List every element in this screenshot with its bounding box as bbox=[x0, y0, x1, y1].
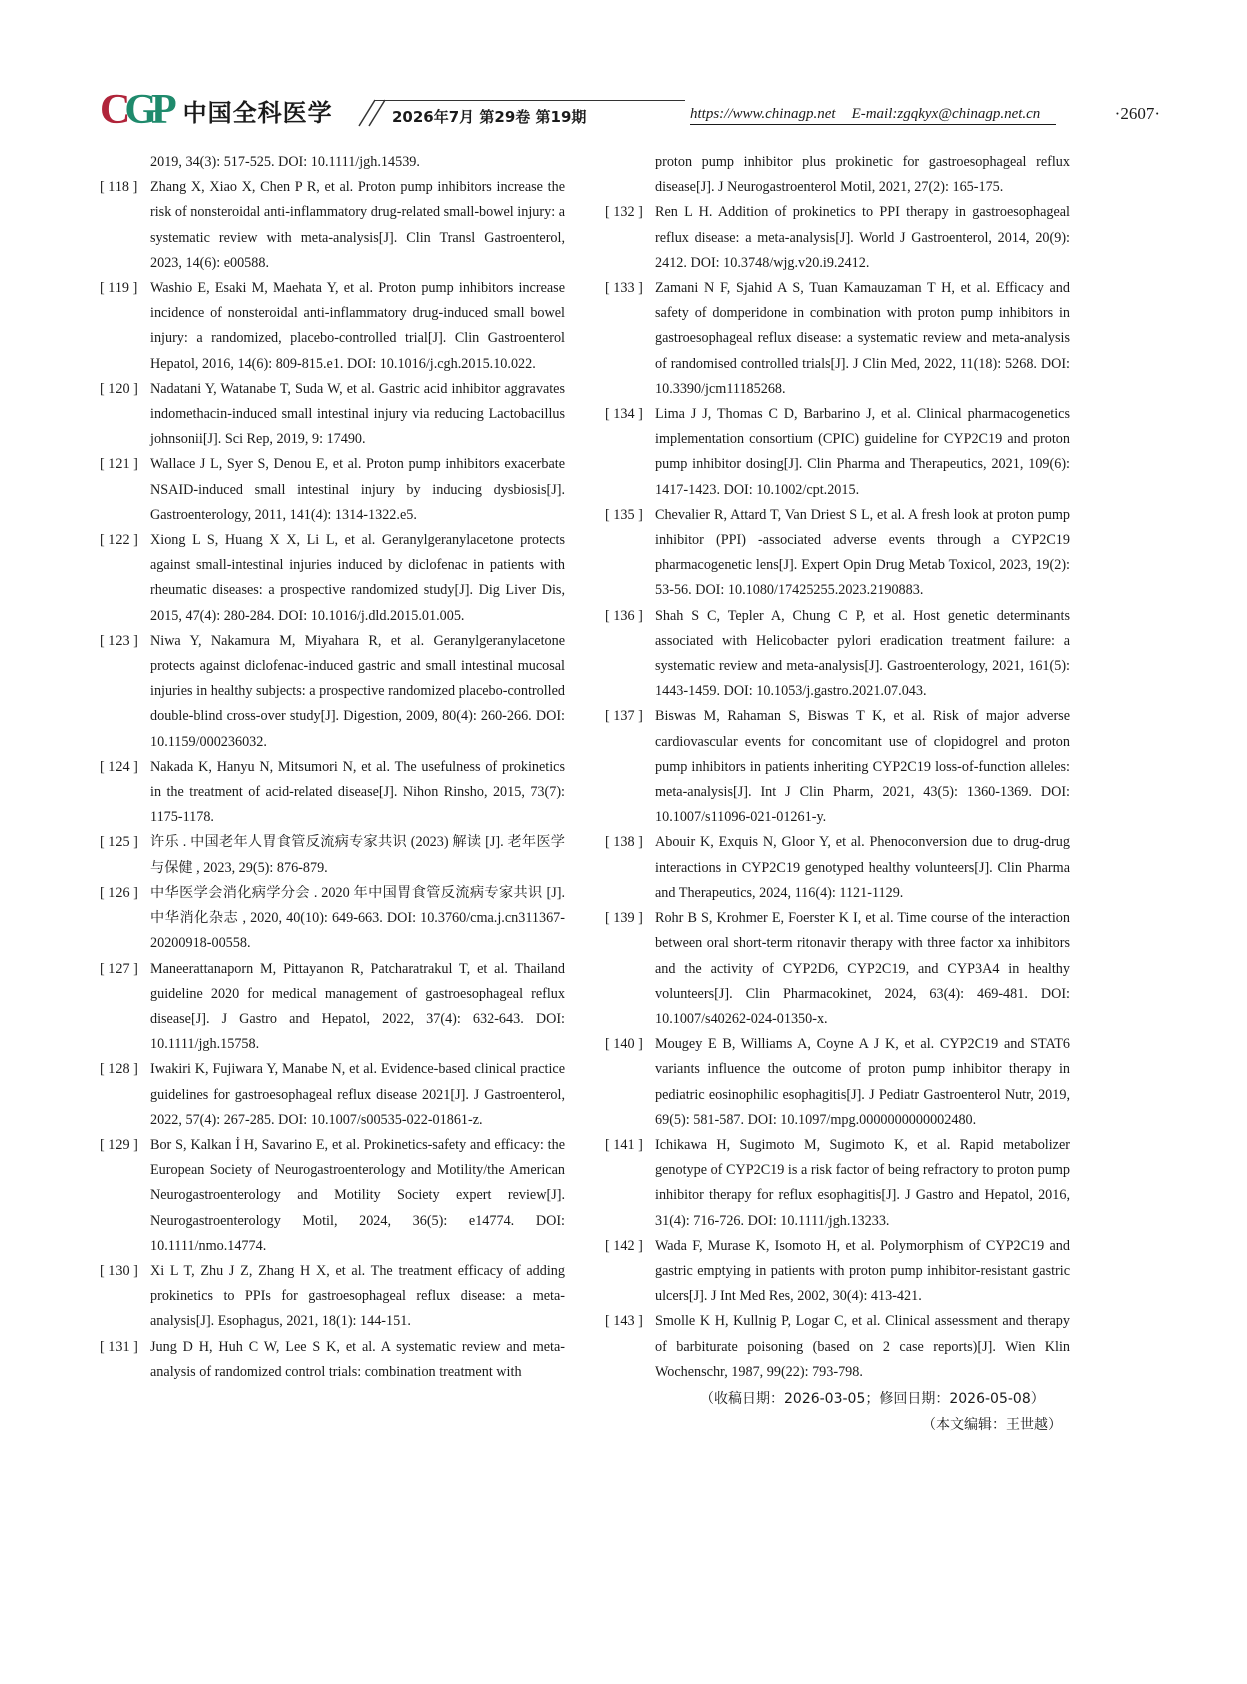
references-right-column bbox=[605, 150, 1070, 1385]
reference-text: Xiong L S, Huang X X, Li L, et al. Geranylgeranylacetone protects against small-intestinal injuries induced by diclofenac in patients with rheumatic diseases: a prospective randomized study[J]. Dig Liver Dis, 2015, 47(4): 280-284. DOI: 10.1016/j.dld.2015.01.005. bbox=[150, 532, 565, 624]
issue-info: 2026年7月 第29卷 第19期 bbox=[392, 108, 587, 126]
journal-contact bbox=[690, 106, 1056, 125]
reference-item bbox=[605, 1032, 1070, 1133]
reference-text: Niwa Y, Nakamura M, Miyahara R, et al. Geranylgeranylacetone protects against diclofenac-induced gastric and small intestinal mucosal injuries in healthy subjects: a prospective randomized placebo-controlled double-blind cross-over study[J]. Digestion, 2009, 80(4): 260-266. DOI: 10.1159/000236032. bbox=[150, 632, 565, 750]
reference-text: Maneerattanaporn M, Pittayanon R, Patcharatrakul T, et al. Thailand guideline 2020 for medical management of gastroesophageal reflux disease[J]. J Gastro and Hepatol, 2022, 37(4): 632-643. DOI: 10.1111/jgh.15758. bbox=[150, 960, 565, 1053]
reference-text: Xi L T, Zhu J Z, Zhang H X, et al. The treatment efficacy of adding prokinetics to PPIs for gastroesophageal reflux disease: a meta-analysis[J]. Esophagus, 2021, 18(1): 144-151. bbox=[150, 1262, 565, 1330]
editor-credit: （本文编辑：王世越） bbox=[922, 1417, 1062, 1433]
reference-text: Zamani N F, Sjahid A S, Tuan Kamauzaman T H, et al. Efficacy and safety of domperidone in combination with proton pump inhibitors in gastroesophageal reflux disease: a systematic review and meta-analysis of randomised controlled trials[J]. J Clin Med, 2022, 11(18): 5268. DOI: 10.3390/jcm11185268. bbox=[655, 280, 1070, 397]
reference-text: Abouir K, Exquis N, Gloor Y, et al. Phenoconversion due to drug-drug interactions in CYP2C19 genotyped healthy volunteers[J]. Clin Pharma and Therapeutics, 2024, 116(4): 1121-1129. bbox=[655, 834, 1070, 901]
reference-text: Jung D H, Huh C W, Lee S K, et al. A systematic review and meta-analysis of randomized control trials: combination treatment with bbox=[150, 1338, 565, 1380]
reference-number: [ 125 ] bbox=[100, 834, 138, 851]
journal-email-link[interactable]: E-mail:zgqkyx@chinagp.net.cn bbox=[851, 106, 1041, 122]
reference-item bbox=[605, 704, 1070, 830]
reference-text: 许乐 . 中国老年人胃食管反流病专家共识 (2023) 解读 [J]. 老年医学与保健 , 2023, 29(5): 876-879. bbox=[150, 834, 565, 876]
reference-text: Wallace J L, Syer S, Denou E, et al. Proton pump inhibitors exacerbate NSAID-induced small intestinal injury by inducing dysbiosis[J]. Gastroenterology, 2011, 141(4): 1314-1322.e5. bbox=[150, 456, 565, 523]
reference-number: [ 126 ] bbox=[100, 884, 138, 901]
reference-text: Lima J J, Thomas C D, Barbarino J, et al. Clinical pharmacogenetics implementation consortium (CPIC) guideline for CYP2C19 and proton pump inhibitor dosing[J]. Clin Pharma and Therapeutics, 2021, 109(6): 1417-1423. DOI: 10.1002/cpt.2015. bbox=[655, 406, 1070, 498]
reference-item bbox=[100, 528, 565, 629]
logo-letter-p: P bbox=[151, 87, 171, 133]
reference-number: [ 138 ] bbox=[605, 834, 643, 851]
reference-number: [ 119 ] bbox=[100, 280, 138, 297]
reference-item bbox=[605, 503, 1070, 604]
reference-text: Wada F, Murase K, Isomoto H, et al. Polymorphism of CYP2C19 and gastric emptying in patients with proton pump inhibitor-resistant gastric ulcers[J]. J Int Med Res, 2002, 30(4): 413-421. bbox=[655, 1237, 1070, 1305]
reference-number: [ 133 ] bbox=[605, 280, 643, 297]
reference-item bbox=[605, 276, 1070, 402]
reference-number: [ 137 ] bbox=[605, 708, 643, 725]
reference-number: [ 139 ] bbox=[605, 910, 643, 927]
reference-continuation: proton pump inhibitor plus prokinetic for gastroesophageal reflux disease[J]. J Neurogastroenterol Motil, 2021, 27(2): 165-175. bbox=[655, 154, 1070, 196]
reference-number: [ 136 ] bbox=[605, 607, 643, 624]
reference-number: [ 132 ] bbox=[605, 204, 643, 221]
page-number: ·2607· bbox=[1114, 104, 1160, 123]
logo-letter-g: G bbox=[124, 87, 152, 133]
reference-text: Ren L H. Addition of prokinetics to PPI therapy in gastroesophageal reflux disease: a meta-analysis[J]. World J Gastroenterol, 2014, 20(9): 2412. DOI: 10.3748/wjg.v20.i9.2412. bbox=[655, 204, 1070, 271]
reference-number: [ 141 ] bbox=[605, 1136, 643, 1153]
reference-item bbox=[100, 881, 565, 957]
reference-number: [ 123 ] bbox=[100, 632, 138, 649]
reference-number: [ 130 ] bbox=[100, 1262, 138, 1279]
reference-item bbox=[605, 830, 1070, 906]
reference-number: [ 129 ] bbox=[100, 1136, 138, 1153]
reference-number: [ 143 ] bbox=[605, 1313, 643, 1330]
header-slash-icon bbox=[355, 94, 393, 128]
reference-number: [ 142 ] bbox=[605, 1237, 643, 1254]
reference-text: Smolle K H, Kullnig P, Logar C, et al. Clinical assessment and therapy of barbiturate poisoning (based on 2 case reports)[J]. Wien Klin Wochenschr, 1987, 99(22): 793-798. bbox=[655, 1313, 1070, 1380]
reference-text: Washio E, Esaki M, Maehata Y, et al. Proton pump inhibitors increase incidence of nonsteroidal anti-inflammatory drug-induced small bowel injury: a randomized, placebo-controlled trial[J]. Clin Gastroenterol Hepatol, 2016, 14(6): 809-815.e1. DOI: 10.1016/j.cgh.2015.10.022. bbox=[150, 280, 565, 372]
reference-text: Nadatani Y, Watanabe T, Suda W, et al. Gastric acid inhibitor aggravates indomethacin-induced small intestinal injury via reducing Lactobacillus johnsonii[J]. Sci Rep, 2019, 9: 17490. bbox=[150, 380, 565, 448]
reference-item bbox=[605, 1133, 1070, 1234]
page-header bbox=[100, 84, 1160, 132]
reference-continuation: 2019, 34(3): 517-525. DOI: 10.1111/jgh.14539. bbox=[150, 154, 420, 170]
reference-number: [ 135 ] bbox=[605, 506, 643, 523]
journal-url-link[interactable]: https://www.chinagp.net bbox=[690, 106, 836, 122]
logo-mark bbox=[100, 87, 171, 133]
reference-text: Nakada K, Hanyu N, Mitsumori N, et al. The usefulness of prokinetics in the treatment of acid-related disease[J]. Nihon Rinsho, 2015, 73(7): 1175-1178. bbox=[150, 758, 565, 826]
reference-item bbox=[605, 402, 1070, 503]
reference-number: [ 121 ] bbox=[100, 456, 138, 473]
reference-item bbox=[100, 629, 565, 755]
reference-item bbox=[100, 377, 565, 453]
reference-number: [ 120 ] bbox=[100, 380, 138, 397]
reference-text: Bor S, Kalkan İ H, Savarino E, et al. Prokinetics-safety and efficacy: the European Society of Neurogastroenterology and Motility/the American Neurogastroenterology and Motility Society expert review[J]. Neurogastroenterology Motil, 2024, 36(5): e14774. DOI: 10.1111/nmo.14774. bbox=[150, 1136, 565, 1254]
reference-number: [ 134 ] bbox=[605, 406, 643, 423]
reference-item bbox=[100, 276, 565, 377]
reference-number: [ 127 ] bbox=[100, 960, 138, 977]
reference-item bbox=[100, 175, 565, 276]
reference-item bbox=[605, 1309, 1070, 1385]
reference-item bbox=[100, 1259, 565, 1335]
reference-item bbox=[605, 200, 1070, 276]
reference-item bbox=[605, 604, 1070, 705]
reference-number: [ 140 ] bbox=[605, 1036, 643, 1053]
reference-number: [ 124 ] bbox=[100, 758, 138, 775]
journal-logo bbox=[100, 87, 333, 133]
reference-item bbox=[100, 1133, 565, 1259]
reference-text: Zhang X, Xiao X, Chen P R, et al. Proton pump inhibitors increase the risk of nonsteroidal anti-inflammatory drug-related small-bowel injury: a systematic review with meta-analysis[J]. Clin Transl Gastroenterol, 2023, 14(6): e00588. bbox=[150, 179, 565, 271]
reference-text: Iwakiri K, Fujiwara Y, Manabe N, et al. Evidence-based clinical practice guidelines for gastroesophageal reflux disease 2021[J]. J Gastroenterol, 2022, 57(4): 267-285. DOI: 10.1007/s00535-022-01861-z. bbox=[150, 1061, 565, 1128]
reference-text: Chevalier R, Attard T, Van Driest S L, et al. A fresh look at proton pump inhibitor (PPI) -associated adverse events through a CYP2C19 pharmacogenetic lens[J]. Expert Opin Drug Metab Toxicol, 2023, 19(2): 53-56. DOI: 10.1080/17425255.2023.2190883. bbox=[655, 506, 1070, 599]
reference-text: Mougey E B, Williams A, Coyne A J K, et al. CYP2C19 and STAT6 variants influence the outcome of proton pump inhibitor therapy in pediatric eosinophilic esophagitis[J]. J Pediatr Gastroenterol Nutr, 2019, 69(5): 581-587. DOI: 10.1097/mpg.0000000000002480. bbox=[655, 1036, 1070, 1128]
received-revised-dates: （收稿日期：2026-03-05；修回日期：2026-05-08） bbox=[700, 1391, 1045, 1407]
logo-letter-c: C bbox=[100, 87, 125, 133]
header-rule bbox=[375, 100, 685, 101]
reference-text: Biswas M, Rahaman S, Biswas T K, et al. Risk of major adverse cardiovascular events for concomitant use of clopidogrel and proton pump inhibitors in patients inheriting CYP2C19 loss-of-function alleles: meta-analysis[J]. Int J Clin Pharm, 2021, 43(5): 1360-1369. DOI: 10.1007/s11096-021-01261-y. bbox=[655, 708, 1070, 826]
reference-number: [ 131 ] bbox=[100, 1338, 138, 1355]
reference-number: [ 122 ] bbox=[100, 532, 138, 549]
reference-text: Shah S C, Tepler A, Chung C P, et al. Host genetic determinants associated with Helicobacter pylori eradication treatment failure: a systematic review and meta-analysis[J]. Gastroenterology, 2021, 161(5): 1443-1459. DOI: 10.1053/j.gastro.2021.07.043. bbox=[655, 607, 1070, 700]
reference-text: 中华医学会消化病学分会 . 2020 年中国胃食管反流病专家共识 [J]. 中华消化杂志 , 2020, 40(10): 649-663. DOI: 10.3760/cma.j.cn311367-20200918-00558. bbox=[150, 884, 565, 952]
reference-text: Ichikawa H, Sugimoto M, Sugimoto K, et al. Rapid metabolizer genotype of CYP2C19 is a risk factor of being refractory to proton pump inhibitor therapy for reflux esophagitis[J]. J Gastro and Hepatol, 2016, 31(4): 716-726. DOI: 10.1111/jgh.13233. bbox=[655, 1136, 1070, 1229]
reference-item bbox=[100, 755, 565, 831]
references-left-column bbox=[100, 150, 565, 1385]
reference-item bbox=[100, 830, 565, 880]
reference-number: [ 128 ] bbox=[100, 1061, 138, 1078]
reference-number: [ 118 ] bbox=[100, 179, 138, 196]
reference-item bbox=[605, 906, 1070, 1032]
reference-item bbox=[100, 1057, 565, 1133]
reference-item bbox=[100, 452, 565, 528]
journal-name: 中国全科医学 bbox=[182, 98, 333, 127]
reference-item bbox=[100, 957, 565, 1058]
reference-item bbox=[605, 1234, 1070, 1310]
reference-item bbox=[100, 1335, 565, 1385]
reference-text: Rohr B S, Krohmer E, Foerster K I, et al. Time course of the interaction between oral short-term ritonavir therapy with three factor xa inhibitors and the activity of CYP2D6, CYP2C19, and CYP3A4 in healthy volunteers[J]. Clin Pharmacokinet, 2024, 63(4): 469-481. DOI: 10.1007/s40262-024-01350-x. bbox=[655, 910, 1070, 1027]
